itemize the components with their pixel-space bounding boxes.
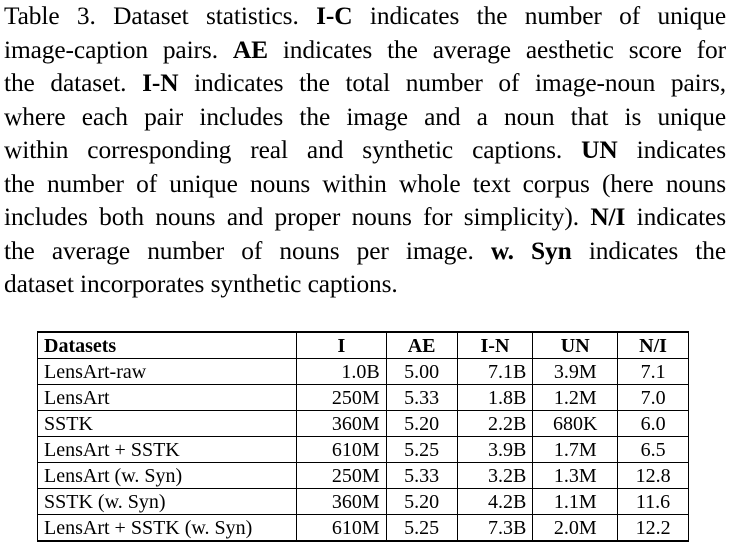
un-value-cell: 3.9M — [533, 359, 618, 385]
caption-term: UN — [581, 136, 618, 164]
table-row — [38, 515, 689, 542]
header-un: UN — [533, 332, 618, 359]
caption-line — [4, 0, 726, 34]
i-n-value-cell: 3.9B — [457, 437, 533, 463]
caption-line — [4, 235, 726, 269]
ae-value-cell: 5.33 — [386, 385, 457, 411]
i-value-cell: 610M — [297, 515, 387, 542]
n-i-value-cell: 6.5 — [618, 437, 689, 463]
caption-text: the average number of nouns per image. — [4, 236, 491, 265]
caption-text: Table 3. Dataset statistics. — [4, 2, 317, 30]
un-value-cell: 2.0M — [533, 515, 618, 542]
n-i-value-cell: 6.0 — [618, 411, 689, 437]
dataset-name-cell: SSTK — [38, 411, 297, 437]
i-value-cell: 610M — [297, 437, 387, 463]
dataset-name-cell: SSTK (w. Syn) — [38, 489, 297, 515]
ae-value-cell: 5.25 — [386, 437, 457, 463]
caption-text: indicates the — [571, 236, 727, 265]
caption-line — [4, 134, 726, 168]
i-n-value-cell: 3.2B — [457, 463, 533, 489]
caption-term: w. Syn — [490, 236, 572, 265]
header-datasets: Datasets — [38, 332, 297, 359]
n-i-value-cell: 11.6 — [618, 489, 689, 515]
dataset-name-cell: LensArt + SSTK (w. Syn) — [38, 515, 297, 542]
dataset-name-cell: LensArt + SSTK — [38, 437, 297, 463]
caption-term: AE — [232, 35, 268, 64]
i-n-value-cell: 4.2B — [457, 489, 533, 515]
caption-text: dataset incorporates synthetic captions. — [4, 270, 398, 298]
i-n-value-cell: 7.1B — [457, 359, 533, 385]
i-n-value-cell: 1.8B — [457, 385, 533, 411]
header-i-n: I-N — [457, 332, 533, 359]
un-value-cell: 1.3M — [533, 463, 618, 489]
caption-line — [4, 201, 726, 235]
caption-line — [4, 34, 726, 68]
un-value-cell: 680K — [533, 411, 618, 437]
ae-value-cell: 5.20 — [386, 411, 457, 437]
i-value-cell: 250M — [297, 463, 387, 489]
table-row — [38, 411, 689, 437]
i-value-cell: 360M — [297, 489, 387, 515]
ae-value-cell: 5.33 — [386, 463, 457, 489]
caption-text: includes both nouns and proper nouns for simplicity). — [4, 203, 591, 231]
i-value-cell: 250M — [297, 385, 387, 411]
un-value-cell: 1.1M — [533, 489, 618, 515]
table-row — [38, 489, 689, 515]
dataset-statistics-table — [37, 331, 689, 542]
dataset-name-cell: LensArt — [38, 385, 297, 411]
caption-text: indicates the total number of image-noun pairs, — [178, 69, 726, 97]
ae-value-cell: 5.00 — [386, 359, 457, 385]
header-i: I — [297, 332, 387, 359]
header-ae: AE — [386, 332, 457, 359]
caption-term: I-C — [316, 2, 353, 30]
caption-line — [4, 268, 726, 302]
table-row — [38, 359, 689, 385]
caption-line — [4, 101, 726, 135]
table-row — [38, 385, 689, 411]
dataset-name-cell: LensArt-raw — [38, 359, 297, 385]
caption-text: image-caption pairs. — [4, 35, 233, 64]
caption-text: the dataset. — [4, 69, 143, 97]
ae-value-cell: 5.20 — [386, 489, 457, 515]
i-value-cell: 360M — [297, 411, 387, 437]
table-row — [38, 463, 689, 489]
caption-text: the number of unique nouns within whole text corpus (here nouns — [4, 169, 726, 198]
table-row — [38, 437, 689, 463]
i-n-value-cell: 2.2B — [457, 411, 533, 437]
caption-term: I-N — [142, 69, 179, 97]
caption-term: N/I — [590, 203, 626, 231]
header-n-i: N/I — [618, 332, 689, 359]
caption-line — [4, 168, 726, 202]
caption-text: indicates — [625, 203, 727, 231]
caption-text: where each pair includes the image and a noun that is unique — [4, 102, 726, 131]
caption-text: within corresponding real and synthetic captions. — [4, 136, 582, 164]
table-header-row — [38, 332, 689, 359]
n-i-value-cell: 12.2 — [618, 515, 689, 542]
caption-text: indicates — [617, 136, 726, 164]
i-n-value-cell: 7.3B — [457, 515, 533, 542]
n-i-value-cell: 12.8 — [618, 463, 689, 489]
ae-value-cell: 5.25 — [386, 515, 457, 542]
dataset-name-cell: LensArt (w. Syn) — [38, 463, 297, 489]
table-caption — [4, 0, 726, 302]
n-i-value-cell: 7.0 — [618, 385, 689, 411]
n-i-value-cell: 7.1 — [618, 359, 689, 385]
caption-text: indicates the number of unique — [352, 2, 726, 30]
i-value-cell: 1.0B — [297, 359, 387, 385]
caption-text: indicates the average aesthetic score for — [267, 35, 726, 64]
un-value-cell: 1.7M — [533, 437, 618, 463]
un-value-cell: 1.2M — [533, 385, 618, 411]
caption-line — [4, 67, 726, 101]
